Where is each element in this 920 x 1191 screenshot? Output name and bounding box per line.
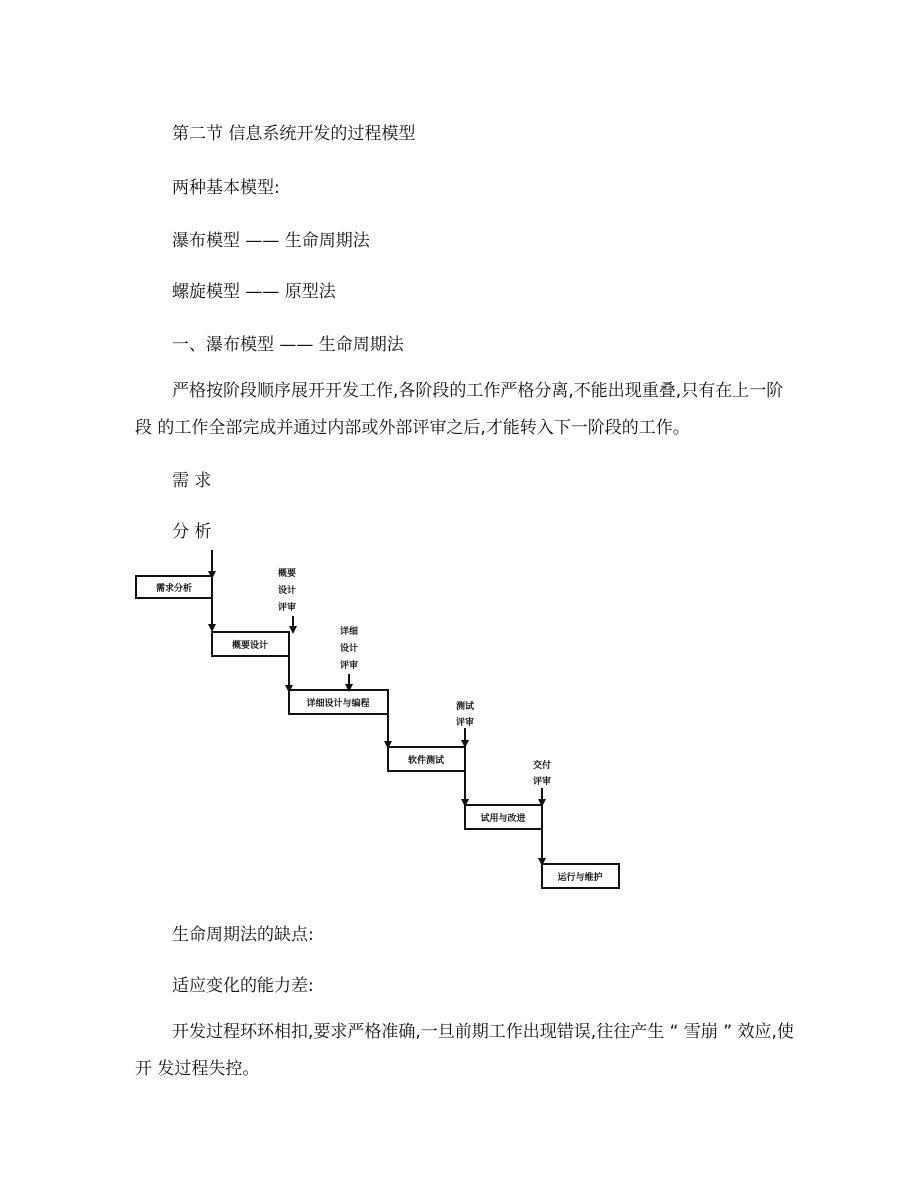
drawbacks-heading: 生命周期法的缺点: — [172, 925, 314, 945]
start-label-line1: 需 求 — [172, 471, 212, 491]
model-spiral: 螺旋模型 —— 原型法 — [172, 282, 336, 302]
adaptability-text: 开发过程环环相扣,要求严格准确,一旦前期工作出现错误,往往产生 “ 雪崩 ” 效应,使开 发过程失控。 — [135, 1022, 794, 1079]
review-label: 评审 — [277, 603, 297, 613]
stage-label: 软件测试 — [407, 756, 445, 766]
waterfall-description: 严格按阶段顺序展开开发工作,各阶段的工作严格分离,不能出现重叠,只有在上一阶段 的工作全部完成并通过内部或外部评审之后,才能转入下一阶段的工作。 — [135, 381, 784, 438]
review-label: 详细 — [339, 627, 359, 637]
stage-label: 试用与改进 — [480, 814, 526, 824]
stage-label: 运行与维护 — [557, 873, 603, 883]
model-waterfall: 瀑布模型 —— 生命周期法 — [172, 231, 370, 251]
models-heading: 两种基本模型: — [172, 178, 280, 198]
subsection-waterfall-title: 一、瀑布模型 —— 生命周期法 — [172, 335, 404, 355]
review-label: 设计 — [277, 586, 297, 596]
review-label: 评审 — [455, 718, 475, 728]
review-label: 交付 — [532, 761, 552, 771]
stage-label: 概要设计 — [231, 641, 269, 651]
review-label: 概要 — [277, 569, 297, 579]
review-label: 设计 — [339, 644, 359, 654]
section-title: 第二节 信息系统开发的过程模型 — [172, 124, 416, 144]
review-label: 评审 — [532, 777, 552, 787]
start-label-line2: 分 析 — [172, 522, 212, 542]
adaptability-heading: 适应变化的能力差: — [172, 976, 314, 996]
review-label: 评审 — [339, 661, 359, 671]
stage-label: 需求分析 — [155, 584, 193, 594]
review-label: 测试 — [455, 702, 475, 712]
stage-label: 详细设计与编程 — [306, 699, 370, 709]
